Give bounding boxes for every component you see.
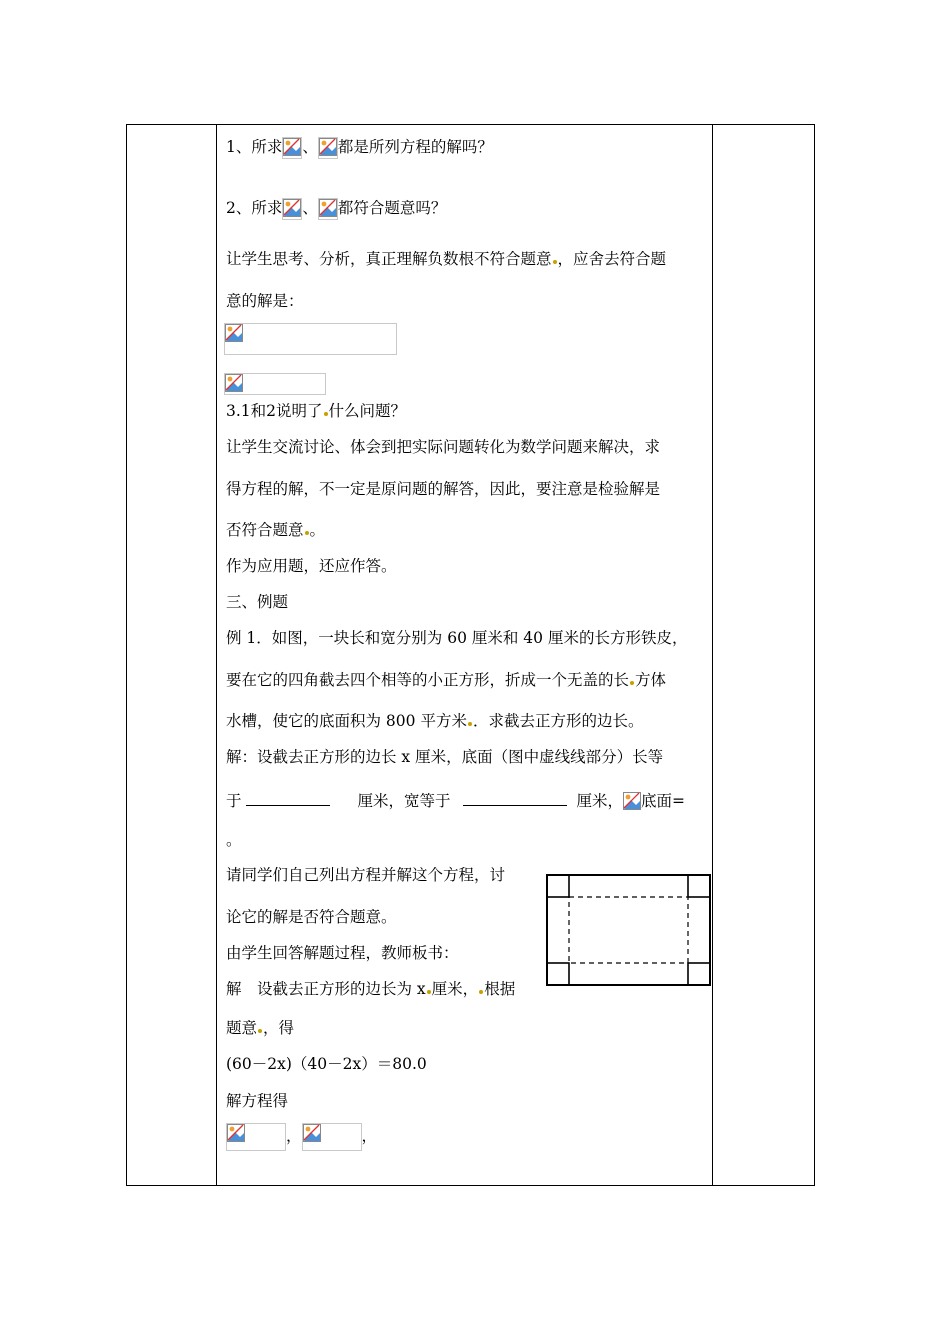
board-line: 由学生回答解题过程，教师板书：: [226, 944, 459, 962]
answer-line-1: 解 设截去正方形的边长为 x 厘米， 根据: [226, 980, 516, 998]
question-1: 1、所求 、 都是所列方程的解吗？: [226, 137, 493, 159]
edit-mark: [553, 260, 557, 264]
answer-line-2: 题意 ，得: [226, 1019, 295, 1037]
example-1-line-2: 要在它的四角截去四个相等的小正方形，折成一个无盖的长 方体: [226, 671, 667, 689]
solve-equation-label: 解方程得: [226, 1092, 289, 1110]
column-divider-left: [216, 125, 217, 1185]
corner-square: [547, 963, 569, 985]
picture-placeholder-icon: [283, 138, 301, 156]
solution-line-2: 于 厘米，宽等于 厘米， 底面=: [226, 789, 685, 812]
picture-placeholder-icon: [319, 138, 337, 156]
column-divider-right: [712, 125, 713, 1185]
fill-in-blank-length[interactable]: [246, 789, 330, 806]
formula-image-medium: [224, 373, 326, 395]
paragraph-answer-note: 作为应用题，还应作答。: [226, 557, 397, 575]
paragraph-analysis: 让学生思考、分析，真正理解负数根不符合题意 ，应舍去符合题: [226, 250, 667, 268]
fill-in-blank-width[interactable]: [463, 789, 567, 806]
corner-square: [547, 875, 569, 897]
solution-line-3: 。: [226, 831, 242, 849]
sheet-outline: [547, 875, 710, 985]
formula-image: [282, 137, 302, 159]
edit-mark: [324, 412, 328, 416]
ask-line-2: 论它的解是否符合题意。: [226, 908, 397, 926]
picture-placeholder-icon: [303, 1124, 321, 1142]
roots-line: ， ，: [226, 1123, 377, 1151]
picture-placeholder-icon: [225, 324, 243, 342]
section-heading-examples: 三、例题: [226, 593, 289, 611]
picture-placeholder-icon: [225, 374, 243, 392]
edit-mark: [630, 681, 634, 685]
solution-line-1: 解：设截去正方形的边长 x 厘米，底面（图中虚线线部分）长等: [226, 748, 664, 766]
formula-image: [623, 792, 641, 812]
formula-image: [318, 137, 338, 159]
paragraph-solution-is: 意的解是：: [226, 292, 304, 310]
ask-line-1: 请同学们自己列出方程并解这个方程，讨: [226, 866, 506, 884]
corner-square: [688, 963, 710, 985]
edit-mark: [479, 990, 483, 994]
formula-image: [282, 198, 302, 220]
example-1-line-1: 例 1．如图，一块长和宽分别为 60 厘米和 40 厘米的长方形铁皮，: [226, 629, 688, 647]
question-2: 2、所求 、 都符合题意吗？: [226, 198, 446, 220]
paragraph-discuss-1: 让学生交流讨论、体会到把实际问题转化为数学问题来解决，求: [226, 438, 661, 456]
paragraph-discuss-3: 否符合题意 。: [226, 521, 326, 539]
edit-mark: [468, 722, 472, 726]
formula-image-large: [224, 323, 397, 355]
corner-square: [688, 875, 710, 897]
picture-placeholder-icon: [283, 199, 301, 217]
picture-placeholder-icon: [623, 792, 641, 810]
equation: (60－2x)（40－2x）＝80.0: [226, 1055, 427, 1073]
picture-placeholder-icon: [227, 1124, 245, 1142]
picture-placeholder-icon: [319, 199, 337, 217]
base-dashed-outline: [569, 897, 688, 963]
formula-image-root-1: [226, 1123, 286, 1151]
example-1-line-3: 水槽，使它的底面积为 800 平方米 ．求截去正方形的边长。: [226, 712, 644, 730]
question-3: 3.1和2说明了 什么问题？: [226, 402, 407, 420]
edit-mark: [258, 1029, 262, 1033]
formula-image-root-2: [302, 1123, 362, 1151]
sheet-diagram: [545, 872, 713, 988]
edit-mark: [305, 531, 309, 535]
edit-mark: [427, 990, 431, 994]
paragraph-discuss-2: 得方程的解，不一定是原问题的解答，因此，要注意是检验解是: [226, 480, 661, 498]
formula-image: [318, 198, 338, 220]
